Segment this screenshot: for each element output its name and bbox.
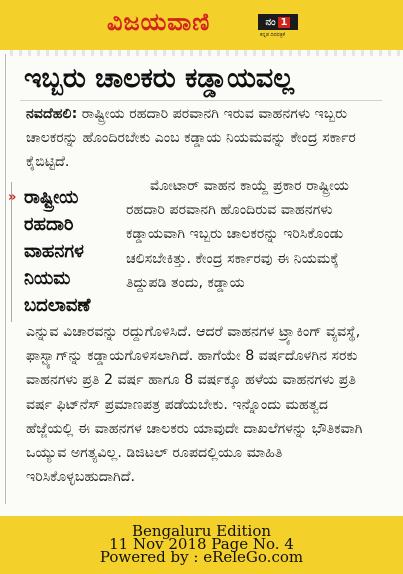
number-one-badge (258, 14, 298, 30)
column-rule (5, 54, 6, 504)
masthead-tagline: ಕನ್ನಡ ದಿನಪತ್ರಿಕೆ (260, 32, 286, 38)
sidebar-title: ರಾಷ್ಟ್ರೀಯ ರಹದಾರಿ ವಾಹನಗಳ ನಿಯಮ ಬದಲಾವಣೆ (24, 187, 91, 316)
edition-name: Bengaluru Edition (131, 522, 272, 540)
article-paragraph-wrap (126, 174, 376, 295)
edition-footer (0, 516, 403, 574)
dateline: ನವದೆಹಲಿ: (26, 106, 78, 122)
badge-number: 1 (278, 17, 291, 28)
headline-divider (20, 100, 382, 101)
edition-date-page: 11 Nov 2018 Page No. 4 (109, 535, 294, 553)
chevron-right-icon: » (8, 190, 17, 205)
powered-by[interactable]: Powered by : eReleGo.com (99, 548, 304, 566)
article-headline: ಇಬ್ಬರು ಚಾಲಕರು ಕಡ್ಡಾಯವಲ್ಲ (24, 63, 294, 94)
badge-prefix: ನಂ (265, 16, 276, 28)
article-paragraph-rest: ಎನ್ನುವ ವಿಚಾರವನ್ನು ರದ್ದುಗೊಳಿಸಿದೆ. ಆದರೆ ವಾಹನಗಳ ಟ್ರ್ಯಾಕಿಂಗ್ ವ್ಯವಸ್ಥೆ, ಫಾಸ್ಟ್ಯಾಗ್‌ನ್ನು ಕಡ್ಡಾಯಗೊಳಿಸಲಾಗಿದೆ. ಹಾಗೆಯೇ 8 ವರ್ಷದೊಳಗಿನ ಸರಕು ವಾಹನಗಳು ಪ್ರತಿ 2 ವರ್ಷ ಹಾಗೂ 8 ವರ್ಷಕ್ಕೂ ಹಳೆಯ ವಾಹನಗಳು ಪ್ರತಿ ವರ್ಷ ಫಿಟ್‌ನೆಸ್ ಪ್ರಮಾಣಪತ್ರ ಪಡೆಯಬೇಕು. ಇನ್ನೊಂದು ಮಹತ್ವದ ಹೆಜ್ಜೆಯಲ್ಲಿ ಈ ವಾಹನಗಳ ಚಾಲಕರು ಯಾವುದೇ ದಾಖಲೆಗಳನ್ನು ಭೌತಿಕವಾಗಿ ಒಯ್ಯುವ ಅಗತ್ಯವಿಲ್ಲ. ಡಿಜಿಟಲ್ ರೂಪದಲ್ಲಿಯೂ ಮಾಹಿತಿ ಇರಿಸಿಕೊಳ್ಳಬಹುದಾಗಿದೆ. (26, 324, 363, 486)
article-lead-paragraph (26, 102, 371, 175)
clipping-edge (10, 50, 403, 56)
article-clipping (0, 50, 403, 516)
lead-text: ರಾಷ್ಟ್ರೀಯ ರಹದಾರಿ ಪರವಾನಗಿ ಇರುವ ವಾಹನಗಳು ಇಬ್ಬರು ಚಾಲಕರನ್ನು ಹೊಂದಿರಬೇಕು ಎಂಬ ಕಡ್ಡಾಯ ನಿಯಮವನ್ನು ಕೇಂದ್ರ ಸರ್ಕಾರ ಕೈಬಿಟ್ಟಿದೆ. (26, 106, 356, 171)
sidebar-callout (8, 182, 118, 322)
newspaper-logo: ವಿಜಯವಾಣಿ (107, 8, 211, 36)
masthead (0, 0, 403, 50)
paragraph-wrap-text: ಮೋಟಾರ್ ವಾಹನ ಕಾಯ್ದೆ ಪ್ರಕಾರ ರಾಷ್ಟ್ರೀಯ ರಹದಾರಿ ಪರವಾನಗಿ ಹೊಂದಿರುವ ವಾಹನಗಳು ಕಡ್ಡಾಯವಾಗಿ ಇಬ್ಬರು ಚಾಲಕರನ್ನು ಇರಿಸಿಕೊಂಡು ಚಲಿಸಬೇಕಿತ್ತು. ಕೇಂದ್ರ ಸರ್ಕಾರವು ಈ ನಿಯಮಕ್ಕೆ ತಿದ್ದುಪಡಿ ತಂದು, ಕಡ್ಡಾಯ (126, 178, 350, 291)
